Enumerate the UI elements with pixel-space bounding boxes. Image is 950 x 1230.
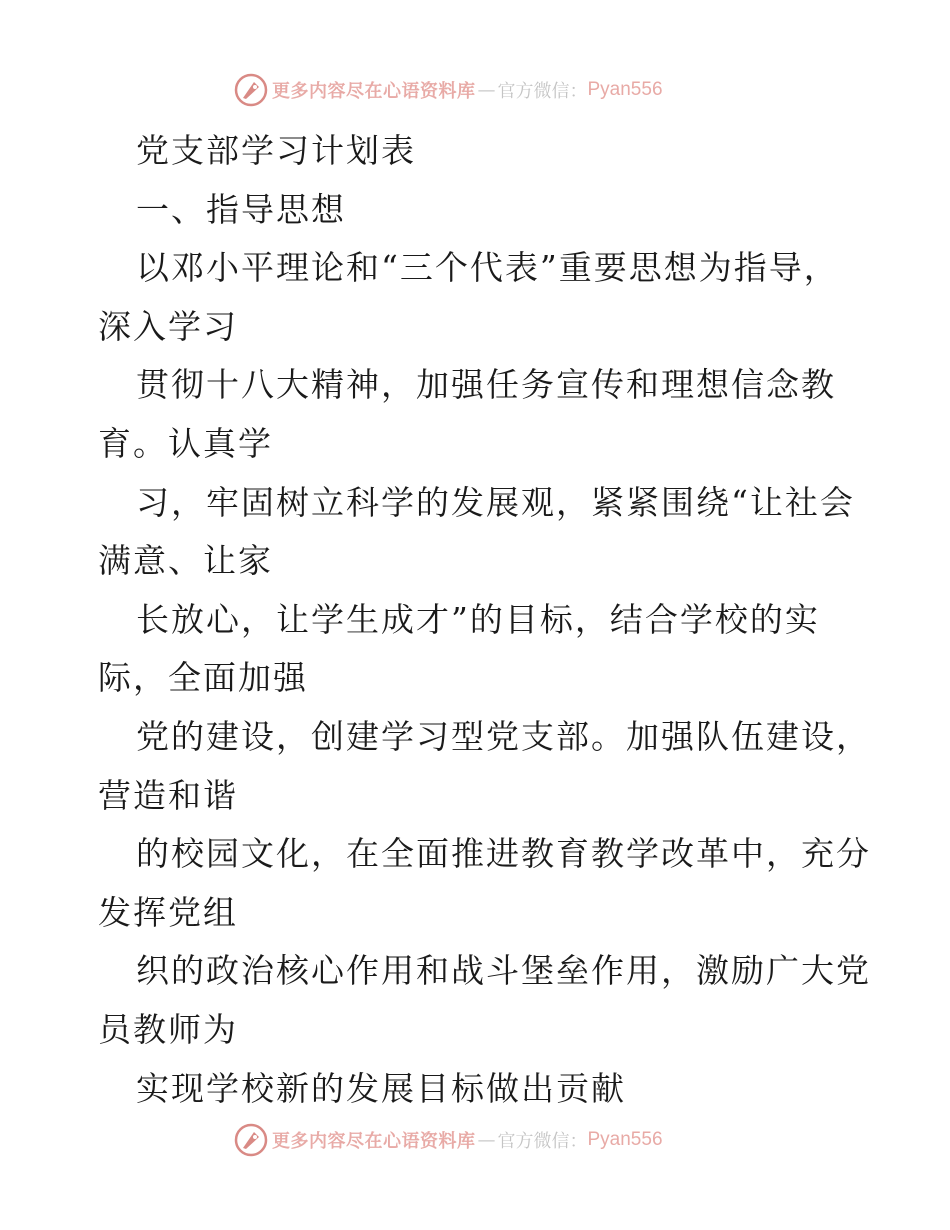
pen-nib-logo-icon bbox=[234, 73, 268, 107]
watermark-official-text: 官方微信： bbox=[497, 1131, 588, 1152]
document-body bbox=[98, 122, 888, 1118]
paragraph-line: 育。认真学 bbox=[98, 423, 273, 463]
paragraph-line: 际，全面加强 bbox=[98, 658, 308, 698]
watermark-dash: — bbox=[477, 79, 496, 101]
watermark-brand-text: 更多内容尽在心语资料库 bbox=[272, 1131, 476, 1152]
paragraph-line: 的校园文化，在全面推进教育教学改革中，充分 bbox=[136, 834, 871, 874]
footer-watermark bbox=[234, 1122, 663, 1158]
watermark-wechat-id: Pyan556 bbox=[587, 1129, 663, 1150]
paragraph-line: 党的建设，创建学习型党支部。加强队伍建设， bbox=[136, 716, 871, 756]
paragraph-line: 习，牢固树立科学的发展观，紧紧围绕“让社会 bbox=[136, 482, 855, 522]
paragraph-line: 满意、让家 bbox=[98, 541, 273, 581]
paragraph-line: 织的政治核心作用和战斗堡垒作用，激励广大党 bbox=[136, 951, 871, 991]
paragraph-line: 深入学习 bbox=[98, 306, 238, 346]
document-title: 党支部学习计划表 bbox=[136, 131, 416, 170]
header-watermark bbox=[234, 72, 663, 108]
watermark-brand-text: 更多内容尽在心语资料库 bbox=[272, 81, 476, 102]
paragraph-line: 营造和谐 bbox=[98, 775, 238, 815]
paragraph-line: 发挥党组 bbox=[98, 892, 238, 932]
watermark-wechat-id: Pyan556 bbox=[587, 79, 663, 100]
paragraph-line: 长放心，让学生成才”的目标，结合学校的实 bbox=[136, 599, 820, 639]
pen-nib-logo-icon bbox=[234, 1123, 268, 1157]
paragraph-line: 以邓小平理论和“三个代表”重要思想为指导， bbox=[136, 248, 839, 288]
section-heading: 一、指导思想 bbox=[136, 189, 346, 229]
watermark-official-text: 官方微信： bbox=[497, 81, 588, 102]
paragraph-line: 员教师为 bbox=[98, 1009, 238, 1049]
watermark-dash: — bbox=[477, 1129, 496, 1151]
paragraph-line: 实现学校新的发展目标做出贡献 bbox=[136, 1068, 626, 1108]
paragraph-line: 贯彻十八大精神，加强任务宣传和理想信念教 bbox=[136, 365, 836, 405]
